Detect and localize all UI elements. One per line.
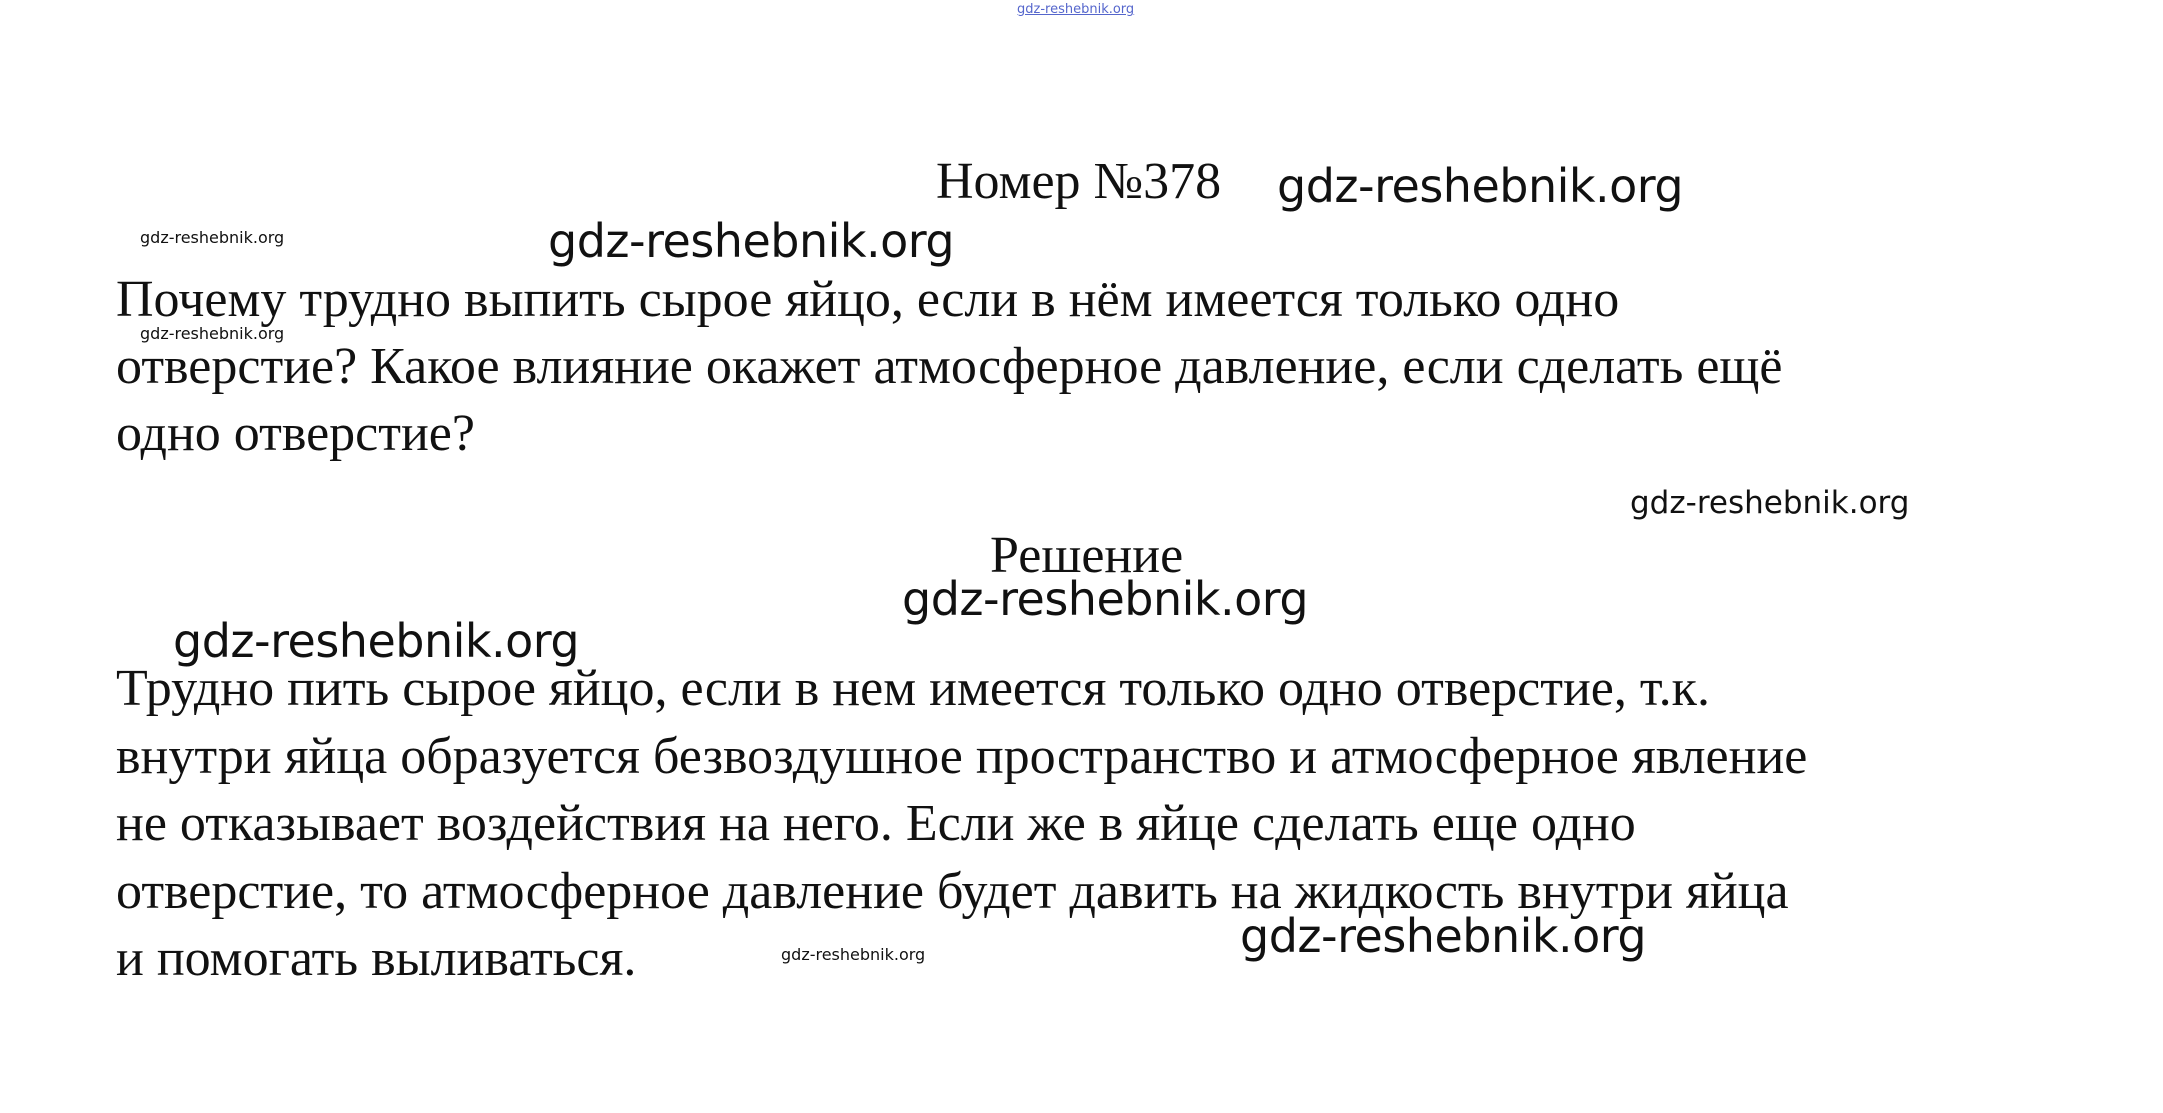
watermark: gdz-reshebnik.org bbox=[1240, 909, 1647, 963]
watermark: gdz-reshebnik.org bbox=[173, 614, 580, 668]
watermark: gdz-reshebnik.org bbox=[1277, 159, 1684, 213]
watermark: gdz-reshebnik.org bbox=[140, 324, 285, 343]
answer-line: отверстие, то атмосферное давление будет давить на жидкость внутри яйца bbox=[116, 862, 1789, 920]
watermark: gdz-reshebnik.org bbox=[902, 572, 1309, 626]
answer-line: и помогать выливаться. bbox=[116, 930, 637, 987]
question-line: отверстие? Какое влияние окажет атмосферное давление, если сделать ещё bbox=[116, 338, 1783, 395]
watermark: gdz-reshebnik.org bbox=[781, 945, 926, 964]
question-line: одно отверстие? bbox=[116, 405, 475, 462]
site-link[interactable]: gdz-reshebnik.org bbox=[1017, 2, 1135, 17]
question-line: Почему трудно выпить сырое яйцо, если в нём имеется только одно bbox=[116, 271, 1620, 328]
watermark: gdz-reshebnik.org bbox=[1630, 485, 1910, 521]
answer-line: не отказывает воздействия на него. Если же в яйце сделать еще одно bbox=[116, 795, 1636, 852]
answer-line: Трудно пить сырое яйцо, если в нем имеется только одно отверстие, т.к. bbox=[116, 660, 1710, 717]
answer-line: внутри яйца образуется безвоздушное пространство и атмосферное явление bbox=[116, 727, 1808, 785]
task-title: Номер №378 bbox=[936, 153, 1222, 210]
question-text bbox=[116, 266, 2096, 467]
solution-heading: Решение bbox=[990, 527, 1184, 584]
answer-text bbox=[116, 655, 2106, 993]
watermark: gdz-reshebnik.org bbox=[548, 214, 955, 268]
watermark: gdz-reshebnik.org bbox=[140, 228, 285, 247]
